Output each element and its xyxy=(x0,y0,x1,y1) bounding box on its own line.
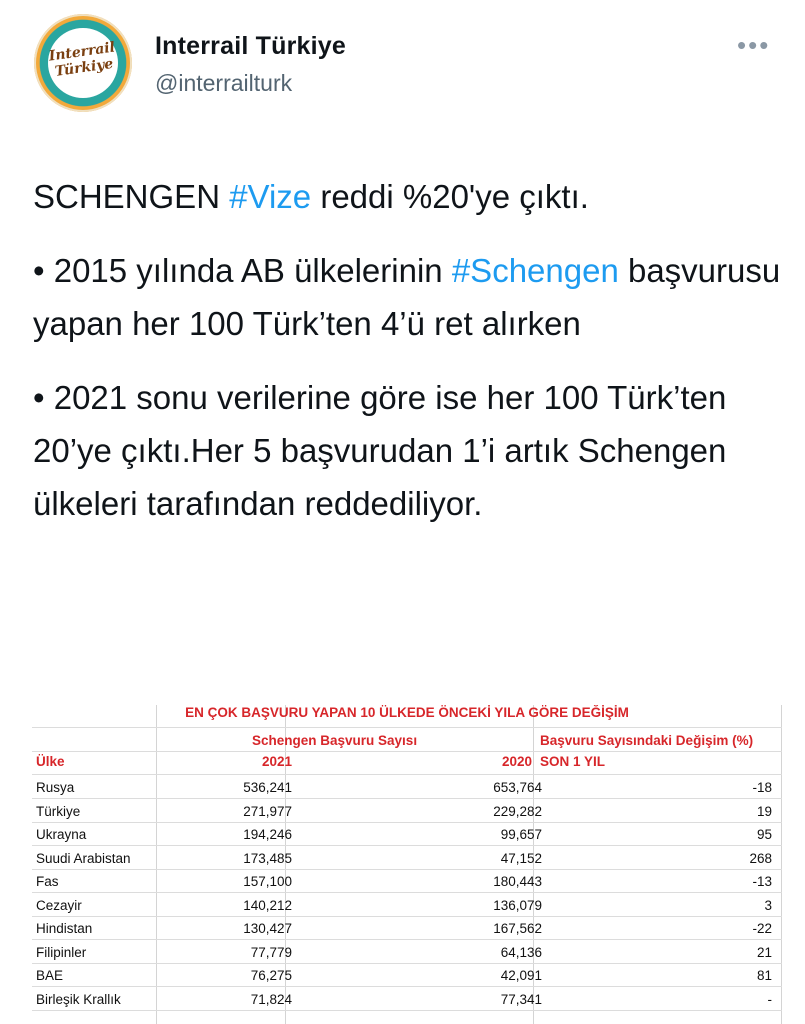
change-cell: 3 xyxy=(764,897,772,913)
table-row xyxy=(32,941,782,964)
country-cell: Filipinler xyxy=(36,944,87,960)
table-row xyxy=(32,847,782,870)
change-cell: 268 xyxy=(749,850,772,866)
change-cell: 21 xyxy=(756,944,772,960)
country-cell: Birleşik Krallık xyxy=(36,991,121,1007)
value-2020-cell: 136,079 xyxy=(493,897,542,913)
change-cell: 19 xyxy=(756,803,772,819)
user-handle[interactable]: @interrailturk xyxy=(155,70,293,96)
header-change: Başvuru Sayısındaki Değişim (%) xyxy=(540,733,754,748)
value-2021-cell: 140,212 xyxy=(243,897,292,913)
change-cell: 81 xyxy=(756,968,772,983)
attached-table-image[interactable] xyxy=(32,705,782,1024)
country-cell: Türkiye xyxy=(36,803,81,819)
value-2020-cell: 47,152 xyxy=(500,850,542,866)
tweet-text xyxy=(33,170,783,530)
table-row xyxy=(32,870,782,893)
more-options-icon[interactable]: ••• xyxy=(737,30,771,60)
table-row xyxy=(32,800,782,823)
country-cell: Fas xyxy=(36,874,59,889)
hashtag-schengen[interactable]: #Schengen xyxy=(451,252,619,289)
display-name[interactable]: Interrail Türkiye xyxy=(155,32,346,60)
table-row xyxy=(32,776,782,799)
table-row xyxy=(32,823,782,846)
tweet-paragraph-3: • 2021 sonu verilerine göre ise her 100 Türk’ten 20’ye çıktı.Her 5 başvurudan 1’i artık Schengen ülkeleri tarafından reddediliyor. xyxy=(33,379,727,522)
table-row xyxy=(32,917,782,940)
value-2020-cell: 180,443 xyxy=(493,874,542,889)
country-cell: Rusya xyxy=(36,780,75,795)
tweet-text-segment: reddi %20'ye çıktı. xyxy=(311,178,589,215)
change-cell: - xyxy=(767,991,772,1007)
value-2020-cell: 42,091 xyxy=(500,968,542,983)
table-row xyxy=(32,988,782,1011)
value-2021-cell: 71,824 xyxy=(250,991,292,1007)
value-2021-cell: 77,779 xyxy=(250,944,292,960)
country-cell: Suudi Arabistan xyxy=(36,850,131,866)
value-2021-cell: 536,241 xyxy=(243,780,292,795)
table-row xyxy=(32,964,782,987)
country-cell: Hindistan xyxy=(36,921,93,936)
value-2021-cell: 194,246 xyxy=(243,827,292,842)
col-country: Ülke xyxy=(36,754,65,769)
tweet-text-segment: başvurusu yapan her 100 Türk’ten 4’ü ret alırken xyxy=(33,252,781,342)
table-row xyxy=(32,894,782,917)
tweet-paragraph-2 xyxy=(33,244,783,350)
tweet-text-segment: • 2015 yılında AB ülkelerinin xyxy=(33,252,452,289)
value-2021-cell: 271,977 xyxy=(243,803,292,819)
hashtag-vize[interactable]: #Vize xyxy=(229,178,312,215)
country-cell: Ukrayna xyxy=(36,827,87,842)
value-2021-cell: 130,427 xyxy=(243,921,292,936)
avatar-logo-text: Interrail Türkiye xyxy=(47,39,116,80)
value-2020-cell: 99,657 xyxy=(500,827,542,842)
value-2020-cell: 77,341 xyxy=(500,991,542,1007)
country-cell: Cezayir xyxy=(36,897,82,913)
value-2021-cell: 76,275 xyxy=(250,968,292,983)
value-2020-cell: 229,282 xyxy=(493,803,542,819)
col-2020: 2020 xyxy=(501,754,532,769)
table-title: EN ÇOK BAŞVURU YAPAN 10 ÜLKEDE ÖNCEKİ YILA GÖRE DEĞİŞİM xyxy=(185,705,629,720)
change-cell: 95 xyxy=(756,827,772,842)
tweet-text-segment: SCHENGEN xyxy=(33,178,230,215)
col-2021: 2021 xyxy=(261,754,292,769)
header-applications: Schengen Başvuru Sayısı xyxy=(252,733,418,748)
value-2020-cell: 64,136 xyxy=(500,944,542,960)
change-cell: -13 xyxy=(752,874,772,889)
value-2021-cell: 157,100 xyxy=(243,874,292,889)
value-2020-cell: 653,764 xyxy=(493,780,542,795)
col-period: SON 1 YIL xyxy=(540,754,606,769)
tweet-line-1 xyxy=(33,170,783,223)
value-2021-cell: 173,485 xyxy=(243,850,292,866)
country-cell: BAE xyxy=(36,968,64,983)
avatar[interactable] xyxy=(34,14,132,112)
value-2020-cell: 167,562 xyxy=(493,921,542,936)
change-cell: -18 xyxy=(752,780,772,795)
change-cell: -22 xyxy=(752,921,772,936)
